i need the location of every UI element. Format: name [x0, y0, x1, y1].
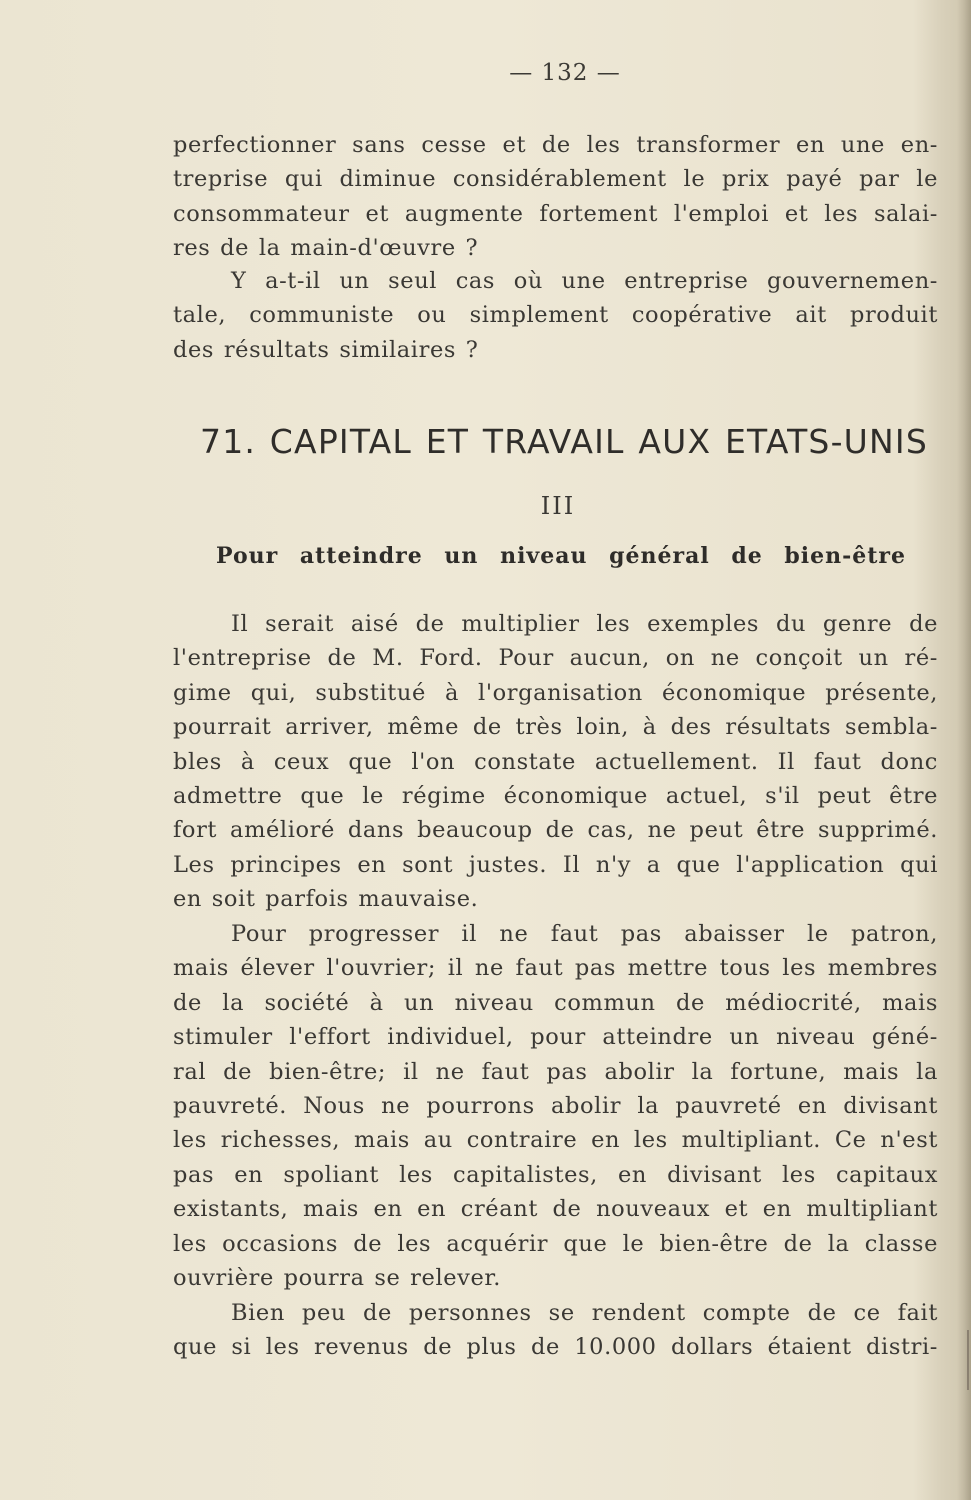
- text-line: gime qui, substitué à l'organisation économique présente,: [173, 679, 938, 706]
- text-line: que si les revenus de plus de 10.000 dollars étaient distri-: [173, 1334, 938, 1361]
- text-line: Y a-t-il un seul cas où une entreprise gouvernemen-: [231, 268, 938, 294]
- text-line: pas en spoliant les capitalistes, en divisant les capitaux: [173, 1161, 938, 1188]
- text-line: res de la main-d'œuvre ?: [173, 235, 479, 262]
- text-line: Les principes en sont justes. Il n'y a que l'application qui: [173, 851, 938, 878]
- text-line: tale, communiste ou simplement coopérative ait produit: [173, 302, 938, 329]
- page-edge-shadow: [957, 0, 971, 1500]
- text-line: treprise qui diminue considérablement le prix payé par le: [173, 166, 938, 193]
- text-line: perfectionner sans cesse et de les transformer en une en-: [173, 132, 938, 158]
- text-line: les occasions de les acquérir que le bien-être de la classe: [173, 1230, 938, 1257]
- text-line: pourrait arriver, même de très loin, à des résultats sembla-: [173, 714, 938, 741]
- text-line: mais élever l'ouvrier; il ne faut pas mettre tous les membres: [173, 955, 938, 982]
- text-line: ral de bien-être; il ne faut pas abolir la fortune, mais la: [173, 1058, 938, 1085]
- section-heading: 71. CAPITAL ET TRAVAIL AUX ETATS-UNIS: [200, 422, 928, 461]
- text-line: ouvrière pourra se relever.: [173, 1264, 502, 1291]
- paragraph-5: [173, 1296, 938, 1365]
- text-line: l'entreprise de M. Ford. Pour aucun, on ne conçoit un ré-: [173, 645, 938, 672]
- text-line: en soit parfois mauvaise.: [173, 886, 479, 913]
- section-part-number: III: [540, 492, 576, 520]
- text-line: admettre que le régime économique actuel, s'il peut être: [173, 782, 938, 809]
- text-line: Bien peu de personnes se rendent compte de ce fait: [231, 1300, 938, 1326]
- text-line: pauvreté. Nous ne pourrons abolir la pauvreté en divisant: [173, 1092, 938, 1119]
- page-number: — 132 —: [509, 60, 621, 86]
- text-line: les richesses, mais au contraire en les multipliant. Ce n'est: [173, 1127, 938, 1154]
- text-line: consommateur et augmente fortement l'emploi et les salai-: [173, 200, 938, 227]
- paragraph-3: [173, 607, 938, 917]
- paragraph-4: [173, 917, 938, 1295]
- text-line: Pour progresser il ne faut pas abaisser le patron,: [231, 921, 938, 947]
- paragraph-2: [173, 264, 938, 367]
- text-line: de la société à un niveau commun de médiocrité, mais: [173, 989, 938, 1016]
- text-line: Il serait aisé de multiplier les exemples du genre de: [231, 611, 938, 637]
- text-line: des résultats similaires ?: [173, 336, 479, 363]
- text-line: stimuler l'effort individuel, pour atteindre un niveau géné-: [173, 1024, 938, 1051]
- text-line: existants, mais en en créant de nouveaux et en multipliant: [173, 1196, 938, 1223]
- section-subtitle: Pour atteindre un niveau général de bien-être: [216, 543, 906, 569]
- text-line: bles à ceux que l'on constate actuellement. Il faut donc: [173, 748, 938, 775]
- text-line: fort amélioré dans beaucoup de cas, ne peut être supprimé.: [173, 817, 938, 844]
- paragraph-1: [173, 128, 938, 266]
- binding-mark: [967, 1330, 969, 1390]
